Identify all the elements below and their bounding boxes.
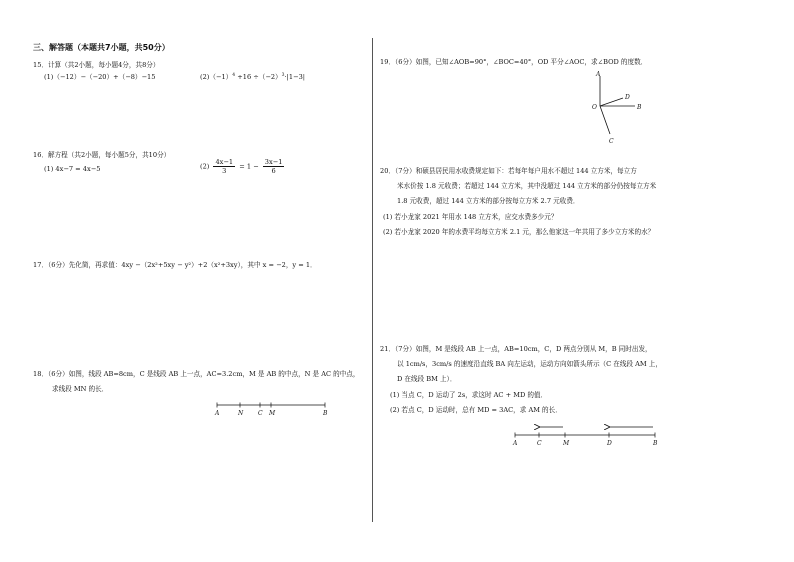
q18-label-a: A	[215, 410, 220, 417]
q21-label-a: A	[513, 440, 518, 447]
q16-part1: (1) 4x−7 = 4x−5	[44, 165, 101, 173]
q21-label-b: B	[653, 440, 658, 447]
q19-label-c: C	[609, 138, 614, 145]
column-divider	[372, 38, 373, 522]
q21-motion-figure	[505, 422, 665, 450]
q17-text: 17．（6分）先化简，再求值：4xy −（2x²+5xy − y²）+2（x²+3xy），其中 x = −2，y = 1．	[33, 261, 317, 269]
q19-label-a: A	[596, 71, 601, 78]
q20-sub1: (1) 若小龙家 2021 年用水 148 立方米，应交水费多少元？	[383, 213, 558, 221]
q16-numerator-right: 3x−1	[264, 158, 283, 166]
q19-label-d: D	[625, 94, 630, 101]
q16-fraction-left	[213, 158, 235, 175]
q20-line2: 米水价按 1.8 元收费；若超过 144 立方米，其中没超过 144 立方米的部分仍按每立方米	[397, 182, 657, 190]
q15-part2-c: ·|1−3|	[284, 73, 306, 81]
q21-sub2: (2) 若点 C，D 运动时，总有 MD = 3AC，求 AM 的长．	[390, 406, 562, 414]
q18-line2: 求线段 MN 的长．	[52, 385, 109, 393]
q15-title: 15．计算（共2小题，每小题4分，共8分）	[33, 61, 160, 69]
q18-label-n: N	[238, 410, 244, 417]
q19-label-b: B	[637, 104, 642, 111]
q16-numerator-left: 4x−1	[215, 158, 234, 166]
q18-label-b: B	[323, 410, 328, 417]
section-title: 三、解答题（本题共7小题，共50分）	[33, 43, 170, 52]
q16-equals: = 1 −	[239, 162, 259, 171]
q18-label-m: M	[269, 410, 276, 417]
q16-denominator-left: 3	[222, 167, 227, 176]
q21-label-c: C	[537, 440, 542, 447]
q18-segment-figure	[205, 398, 340, 418]
q15-part2	[200, 73, 305, 81]
q20-line3: 1.8 元收费，超过 144 立方米的部分按每立方米 2.7 元收费．	[397, 197, 580, 205]
q19-ray-od	[600, 98, 623, 106]
q21-line1: 21．（7分）如图，M 是线段 AB 上一点，AB=10cm，C，D 两点分别从 M，B 同时出发，	[380, 345, 652, 353]
q21-label-d: D	[607, 440, 612, 447]
q21-line3: D 在线段 BM 上）．	[397, 375, 457, 383]
q20-sub2: (2) 若小龙家 2020 年的水费平均每立方米 2.1 元，那么他家这一年共用了多少立方米的水？	[383, 228, 655, 236]
q19-ray-oc	[600, 106, 610, 134]
q16-denominator-right: 6	[271, 167, 276, 176]
q15-part2-b: +16 ÷（−2）	[235, 73, 282, 81]
q16-fraction-right	[263, 158, 285, 175]
q21-label-m: M	[563, 440, 570, 447]
q18-label-c: C	[258, 410, 263, 417]
q16-part2-label: (2)	[200, 162, 210, 171]
q21-sub1: (1) 当点 C，D 运动了 2s，求这时 AC + MD 的值．	[390, 391, 548, 399]
q16-part2	[200, 158, 286, 175]
q15-part2-exp1: 4	[232, 73, 236, 78]
q20-line1: 20．（7分）和硕县居民用水收费规定如下：若每年每户用水不超过 144 立方米，每立方	[380, 167, 637, 175]
q19-text: 19．（6分）如图，已知∠AOB=90°，∠BOC=40°，OD 平分∠AOC，求∠BOD 的度数．	[380, 58, 648, 66]
q21-line2: 以 1cm/s，3cm/s 的速度沿直线 BA 向左运动，运动方向如箭头所示（C 在线段 AM 上，	[397, 360, 662, 368]
q15-part1: (1)（−12）−（−20）+（−8）−15	[44, 73, 156, 81]
q18-line1: 18．（6分）如图，线段 AB=8cm，C 是线段 AB 上一点，AC=3.2cm，M 是 AB 的中点，N 是 AC 的中点，	[33, 370, 360, 378]
q15-part2-a: (2)（−1）	[200, 73, 233, 81]
q19-angle-figure	[585, 68, 650, 148]
q16-title: 16．解方程（共2小题，每小题5分，共10分）	[33, 151, 171, 159]
q15-part2-exp2: 3	[281, 73, 285, 78]
q19-label-o: O	[592, 104, 597, 111]
